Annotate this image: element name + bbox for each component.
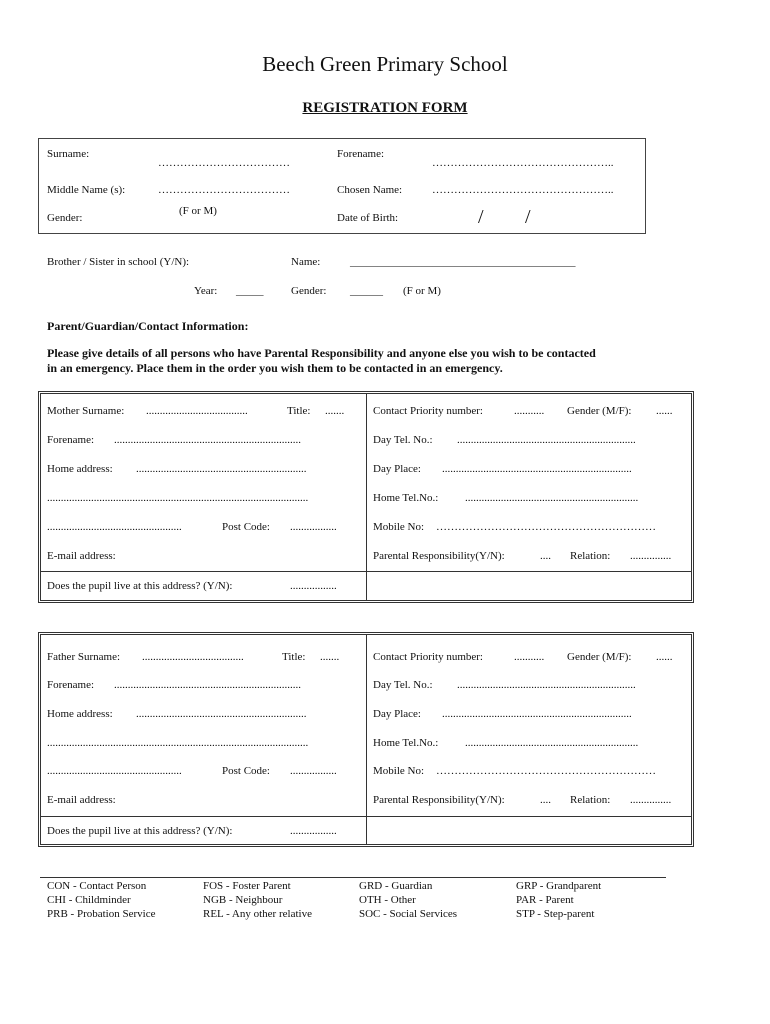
father-forename-label: Forename: <box>47 679 95 691</box>
father-home-address-label: Home address: <box>47 708 113 720</box>
mother-day-place-label: Day Place: <box>373 463 421 475</box>
contacts-instructions-line-2: in an emergency. Place them in the order you wish them to be contacted in an emergency. <box>47 361 503 375</box>
contacts-heading: Parent/Guardian/Contact Information: <box>47 319 249 333</box>
father-postcode-field[interactable]: ................. <box>290 765 337 777</box>
sibling-gender-field[interactable]: ______ <box>350 285 383 297</box>
father-day-tel-field[interactable]: ................................................................. <box>457 679 636 691</box>
mother-gender-label: Gender (M/F): <box>567 405 632 417</box>
mother-forename-field[interactable]: .................................................................... <box>114 434 301 446</box>
mother-box-row-divider <box>41 571 691 572</box>
mother-gender-field[interactable]: ...... <box>656 405 673 417</box>
legend-item: OTH - Other <box>359 894 416 906</box>
mother-postcode-field[interactable]: ................. <box>290 521 337 533</box>
forename-label: Forename: <box>337 148 385 160</box>
legend-item: SOC - Social Services <box>359 908 458 920</box>
father-surname-field[interactable]: ..................................... <box>142 651 244 663</box>
father-relation-field[interactable]: ............... <box>630 794 672 806</box>
mother-forename-label: Forename: <box>47 434 95 446</box>
father-address-line-3[interactable]: ................................................. <box>47 765 182 777</box>
mother-surname-field[interactable]: ..................................... <box>146 405 248 417</box>
mother-pr-field[interactable]: .... <box>540 550 551 562</box>
mother-relation-field[interactable]: ............... <box>630 550 672 562</box>
mother-title-label: Title: <box>287 405 311 417</box>
father-day-place-label: Day Place: <box>373 708 421 720</box>
legend-item: CHI - Childminder <box>47 894 131 906</box>
mother-home-address-label: Home address: <box>47 463 113 475</box>
father-home-tel-field[interactable]: ............................................................... <box>465 737 639 749</box>
legend-item: GRD - Guardian <box>359 880 433 892</box>
mother-day-place-field[interactable]: ..................................................................... <box>442 463 632 475</box>
mother-address-line-2[interactable]: ............................................................................................... <box>47 492 309 504</box>
middle-name-field[interactable]: ……………………………… <box>158 184 290 196</box>
legend-item: GRP - Grandparent <box>516 880 602 892</box>
father-address-line-2[interactable]: ............................................................................................... <box>47 737 309 749</box>
father-title-label: Title: <box>282 651 306 663</box>
mother-email-label: E-mail address: <box>47 550 116 562</box>
father-pr-label: Parental Responsibility(Y/N): <box>373 794 505 806</box>
mother-home-address-field[interactable]: .............................................................. <box>136 463 307 475</box>
sibling-year-label: Year: <box>194 285 218 297</box>
father-postcode-label: Post Code: <box>222 765 270 777</box>
father-home-tel-label: Home Tel.No.: <box>373 737 439 749</box>
forename-field[interactable]: ………………………………………….. <box>432 157 614 169</box>
father-gender-field[interactable]: ...... <box>656 651 673 663</box>
mother-lives-here-field[interactable]: ................. <box>290 580 337 592</box>
mother-pr-label: Parental Responsibility(Y/N): <box>373 550 505 562</box>
mother-priority-label: Contact Priority number: <box>373 405 483 417</box>
father-priority-field[interactable]: ........... <box>514 651 545 663</box>
father-pr-field[interactable]: .... <box>540 794 551 806</box>
mother-priority-field[interactable]: ........... <box>514 405 545 417</box>
father-forename-field[interactable]: .................................................................... <box>114 679 301 691</box>
father-title-field[interactable]: ....... <box>320 651 340 663</box>
father-home-address-field[interactable]: .............................................................. <box>136 708 307 720</box>
mother-postcode-label: Post Code: <box>222 521 270 533</box>
sibling-name-label: Name: <box>291 256 321 268</box>
mother-home-tel-field[interactable]: ............................................................... <box>465 492 639 504</box>
father-email-label: E-mail address: <box>47 794 116 806</box>
father-day-tel-label: Day Tel. No.: <box>373 679 433 691</box>
sibling-label: Brother / Sister in school (Y/N): <box>47 256 190 268</box>
legend-item: FOS - Foster Parent <box>203 880 291 892</box>
father-lives-here-label: Does the pupil live at this address? (Y/N): <box>47 825 233 837</box>
father-surname-label: Father Surname: <box>47 651 121 663</box>
legend-item: PRB - Probation Service <box>47 908 156 920</box>
chosen-name-label: Chosen Name: <box>337 184 403 196</box>
legend-item: NGB - Neighbour <box>203 894 283 906</box>
mother-day-tel-field[interactable]: ................................................................. <box>457 434 636 446</box>
form-title: REGISTRATION FORM <box>302 100 468 116</box>
father-day-place-field[interactable]: ..................................................................... <box>442 708 632 720</box>
legend-rule <box>40 877 666 878</box>
mother-address-line-3[interactable]: ................................................. <box>47 521 182 533</box>
mother-lives-here-label: Does the pupil live at this address? (Y/N): <box>47 580 233 592</box>
surname-field[interactable]: ……………………………… <box>158 157 290 169</box>
mother-mobile-field[interactable]: …………………………………………………… <box>436 521 656 533</box>
legend-item: STP - Step-parent <box>516 908 595 920</box>
mother-title-field[interactable]: ....... <box>325 405 345 417</box>
father-box-divider <box>366 635 367 845</box>
surname-label: Surname: <box>47 148 90 160</box>
mother-box-divider <box>366 394 367 601</box>
school-name: Beech Green Primary School <box>262 52 508 76</box>
sibling-name-field[interactable]: _________________________________________ <box>350 256 576 268</box>
mother-day-tel-label: Day Tel. No.: <box>373 434 433 446</box>
legend-item: PAR - Parent <box>516 894 574 906</box>
gender-label: Gender: <box>47 212 83 224</box>
sibling-year-field[interactable]: _____ <box>236 285 264 297</box>
sibling-gender-label: Gender: <box>291 285 327 297</box>
dob-slash-2: / <box>525 206 531 228</box>
chosen-name-field[interactable]: ………………………………………….. <box>432 184 614 196</box>
dob-slash-1: / <box>478 206 484 228</box>
father-priority-label: Contact Priority number: <box>373 651 483 663</box>
father-relation-label: Relation: <box>570 794 611 806</box>
father-box-row-divider <box>41 816 691 817</box>
dob-label: Date of Birth: <box>337 212 399 224</box>
legend-item: REL - Any other relative <box>203 908 312 920</box>
father-gender-label: Gender (M/F): <box>567 651 632 663</box>
mother-home-tel-label: Home Tel.No.: <box>373 492 439 504</box>
middle-name-label: Middle Name (s): <box>47 184 126 196</box>
father-mobile-field[interactable]: …………………………………………………… <box>436 765 656 777</box>
contacts-instructions-line-1: Please give details of all persons who have Parental Responsibility and anyone else you wish to be contacted <box>47 346 596 360</box>
gender-hint: (F or M) <box>179 205 217 217</box>
sibling-gender-hint: (F or M) <box>403 285 441 297</box>
mother-surname-label: Mother Surname: <box>47 405 125 417</box>
mother-mobile-label: Mobile No: <box>373 521 425 533</box>
legend-item: CON - Contact Person <box>47 880 147 892</box>
father-lives-here-field[interactable]: ................. <box>290 825 337 837</box>
mother-relation-label: Relation: <box>570 550 611 562</box>
father-mobile-label: Mobile No: <box>373 765 425 777</box>
